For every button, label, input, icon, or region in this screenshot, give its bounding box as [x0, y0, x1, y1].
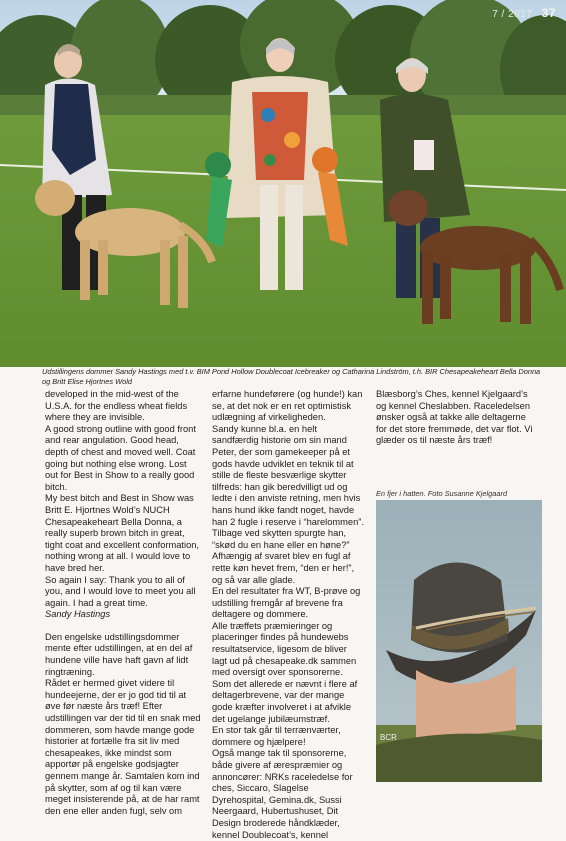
- author-signature: Sandy Hastings: [45, 609, 111, 620]
- paragraph: En stor tak går til terrænværter, dommere og hjælpere!: [212, 725, 341, 747]
- paragraph: Alle træffets præmieringer og placeringer findes på hundewebs resultatservice, ligesom de bliver lagt ud på chesapeake.dk sammen med oversigt over sponsorerne.: [212, 620, 357, 678]
- dog-show-illustration: [0, 0, 566, 367]
- text-column-3: [376, 389, 536, 447]
- paragraph: So again I say: Thank you to all of you, and I would love to meet you all again. I had a great time.: [45, 574, 196, 608]
- issue-label: 7 / 2017: [492, 9, 533, 20]
- paragraph: developed in the mid-west of the U.S.A. for the endless wheat fields where they are invisible.: [45, 389, 188, 423]
- paragraph: Også mange tak til sponsorerne, både givere af ærespræmier og annoncører: NRKs raceledelse for ches, Siccaro, Slagelse Dyrehospital, Gemina.dk, Sussi Neergaard, Hubertushuset, Dit Design broderede håndklæder, kennel Doublecoat’s, kennel: [212, 748, 353, 840]
- photo-caption: Udstillingens dommer Sandy Hastings med t.v. BIM Pond Hollow Doublecoat Icebreaker og Catharina Lindström, t.h. BIR Chesapeakeheart Bella Donna og Britt Elise Hjortnes Wold: [42, 367, 541, 386]
- hat-photo-caption: En fjer i hatten. Foto Susanne Kjelgaard: [376, 489, 508, 498]
- paragraph: erfarne hundeførere (og hunde!) kan se, at det nok er en ret optimistisk udlægning af virkeligheden.: [212, 389, 363, 423]
- paragraph: A good strong outline with good front and rear angulation. Good head, depth of chest and moved well. Coat going but nothing else wrong. Lost out for Best in Show to a really good bitch.: [45, 423, 196, 492]
- text-column-2: [212, 389, 364, 841]
- paragraph: My best bitch and Best in Show was Britt E. Hjortnes Wold’s NUCH Chesapeakeheart Bella Donna, a really superb brown bitch in great, tight coat and excellent conformation, nothing wrong at all. I would love to have bred her.: [45, 493, 200, 573]
- paragraph: Som det allerede er nævnt i flere af deltagerbrevene, var der mange gode kræfter involveret i at afvikle det ugelange jubilæumstræf.: [212, 678, 358, 724]
- text-column-1: [45, 389, 201, 817]
- hat-photo: [376, 500, 542, 782]
- sign-text: BCR: [380, 733, 397, 742]
- hat-illustration: [376, 500, 542, 782]
- page-number: 37: [541, 6, 556, 20]
- paragraph: Den engelske udstillingsdommer mente efter udstillingen, at en del af hundene ville have haft gavn af lidt ringtræning.: [45, 631, 193, 677]
- page-header: [492, 6, 556, 20]
- paragraph: En del resultater fra WT, B-prøve og udstilling fremgår af brevene fra deltagere og dommere.: [212, 586, 361, 620]
- paragraph: Sandy kunne bl.a. en helt sandfærdig historie om sin mand Peter, der som gamekeeper på et gods havde udviklet en teknik til at stille de fleste besværlige skytter tilfreds: han gik beredvilligt ud og ledte i den anviste retning, men hvis hans hund ikke fandt noget, havde han 2 fugle i reserve i “harelommen”. Tilbage ved skytten spurgte han, “skød du en hane eller en høne?” Afhængig af svaret blev en fugl af rette køn hevet frem, “den er her!”, og så var alle glade.: [212, 423, 364, 585]
- dog-show-photo: [0, 0, 566, 367]
- paragraph: Blæsborg’s Ches, kennel Kjelgaard’s og kennel Cheslabben. Raceledelsen ønsker også at takke alle deltagerne for det store fremmøde, det var flot. Vi glæder os til næste års træf!: [376, 389, 533, 446]
- paragraph: Rådet er hermed givet videre til hundeejerne, der er jo god tid til at øve før næste års træf! Efter udstillingen var der tid til en snak med dommeren, som havde mange gode historier at fortælle fra sit liv med chesapeakes, ikke mindst som apportør på engelske godsjagter gennem mange år. Samtalen kom ind på skytter, som af og til kan være meget insisterende på, at de har ramt den ene eller anden fugl, selv om: [45, 678, 201, 816]
